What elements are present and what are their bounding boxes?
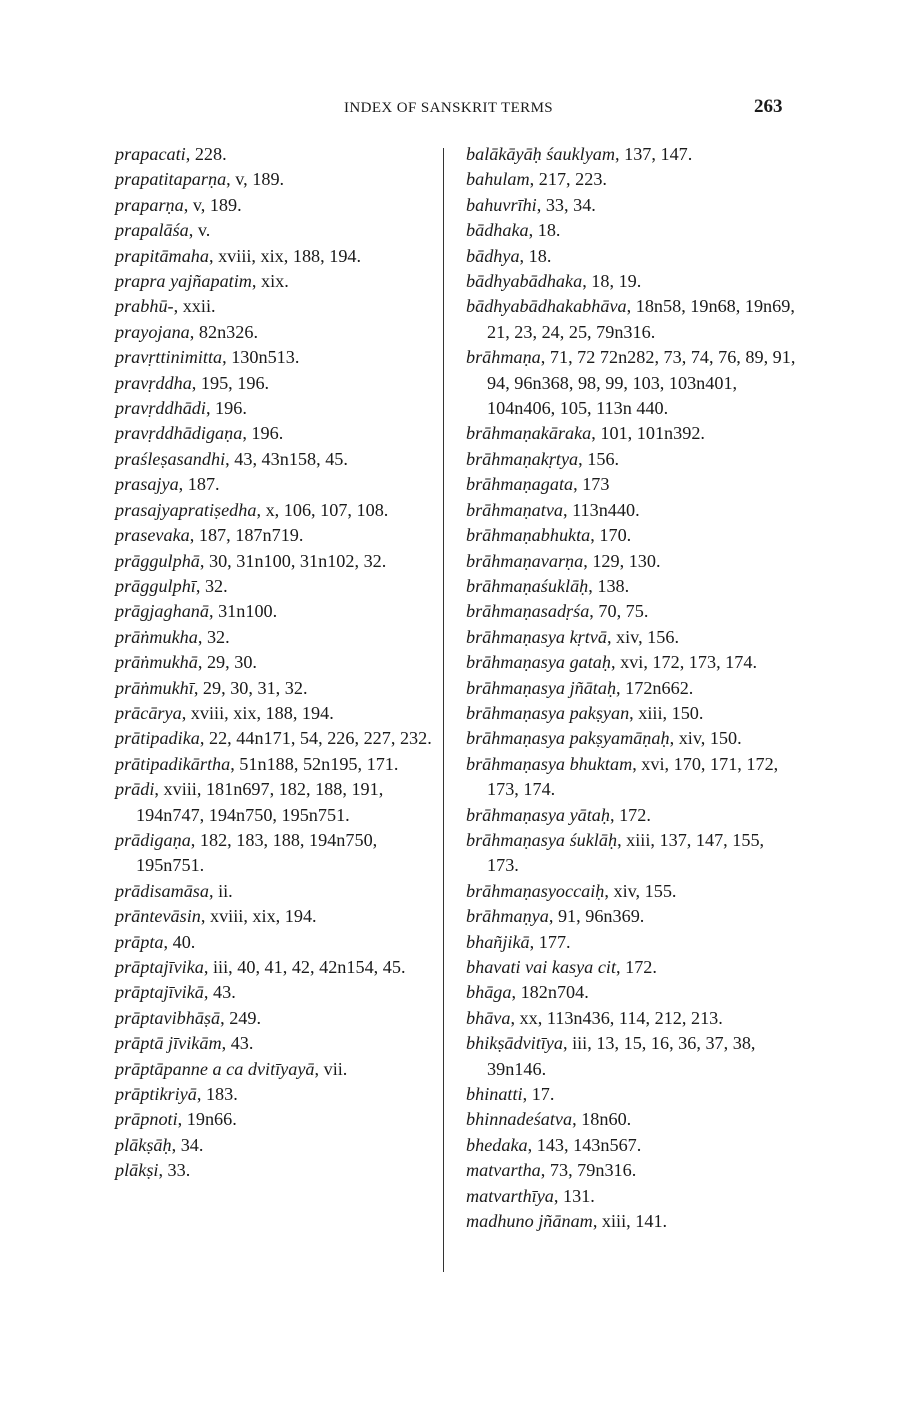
index-references: , x, 106, 107, 108. [256,499,389,520]
index-references: , 173 [573,474,610,495]
index-term: brāhmaṇaśuklāḥ [466,575,589,596]
index-references: , 34. [171,1134,204,1155]
index-term: prāpnoti [115,1109,178,1130]
index-references: , v, 189. [226,169,285,190]
index-references: , 18. [519,245,552,266]
index-term: bhinnadeśatva [466,1109,573,1130]
index-entry [466,523,796,548]
index-term: bādhyabādhakabhāva [466,296,627,317]
index-entry [466,752,796,803]
index-references: , 82n326. [189,321,258,342]
index-entry [115,574,433,599]
index-references: , 73, 79n316. [540,1160,637,1181]
index-references: , 170. [590,525,632,546]
index-term: bhavati vai kasya cit [466,957,617,977]
index-term: prāpta [115,931,164,952]
index-references: , 70, 75. [589,601,649,622]
index-references: , xx, 113n436, 114, 212, 213. [510,1007,723,1028]
index-entry [466,1133,796,1158]
index-term: prāptā jīvikām [115,1033,222,1054]
index-term: matvarthīya [466,1185,554,1206]
index-term: bhedaka [466,1134,528,1155]
index-term: prāptajīvika [115,957,204,977]
index-entry [466,980,796,1005]
index-term: brāhmaṇa [466,347,541,368]
index-references: , 43. [221,1033,254,1054]
index-entry [466,701,796,726]
index-entry [466,345,796,421]
index-term: bhikṣādvitīya [466,1033,563,1054]
index-references: , 183. [196,1084,238,1105]
index-entry [115,294,433,319]
index-term: brāhmaṇasya pakṣyamāṇaḥ [466,728,670,749]
index-entry [466,421,796,446]
index-term: prāggulphā [115,550,200,571]
index-entry [115,498,433,523]
index-term: prāptavibhāṣā [115,1007,221,1028]
index-term: prāṅmukha [115,626,198,647]
index-references: , iii, 40, 41, 42, 42n154, 45. [203,957,406,977]
index-term: prāptāpanne a ca dvitīyayā [115,1058,315,1079]
index-references: , v. [188,220,211,241]
index-references: , 113n440. [563,499,640,520]
index-term: prātipadikārtha [115,753,231,774]
index-entry [115,371,433,396]
index-term: prapra yajñapatim [115,271,252,292]
index-term: prāgjaghanā [115,601,209,622]
index-references: , ii. [208,880,233,901]
index-references: , 71, 72 72n282, 73, 74, 76, 89, 91, 94, 96n368, 98, 99, 103, 103n401, 104n406, 105, 113n 440. [487,347,796,419]
index-term: prādi [115,779,155,800]
index-entry [115,955,433,980]
index-references: , 195, 196. [191,372,270,393]
index-term: prācārya [115,702,182,723]
index-entry [115,1082,433,1107]
index-references: , 22, 44n171, 54, 226, 227, 232. [199,728,432,749]
index-references: , xvi, 170, 171, 172, 173, 174. [487,753,779,800]
index-entry [466,218,796,243]
index-term: pravṛddhādigaṇa [115,423,243,444]
index-references: , 131. [553,1185,595,1206]
index-entry [115,1107,433,1132]
index-entry [115,421,433,446]
index-references: , 217, 223. [529,169,607,190]
index-term: brāhmaṇasya śuklāḥ [466,829,618,850]
index-entry [115,244,433,269]
index-entry [115,447,433,472]
index-references: , 137, 147. [615,144,693,164]
index-entry [466,294,796,345]
index-column-right [466,142,796,1234]
index-term: brāhmaṇakṛtya [466,448,579,469]
index-term: prapatitaparṇa [115,169,227,190]
index-references: , 51n188, 52n195, 171. [230,753,399,774]
index-entry [466,828,796,879]
index-entry [115,218,433,243]
index-references: , 172n662. [616,677,694,698]
index-term: prāptajīvikā [115,982,204,1003]
index-references: , 33. [158,1160,191,1181]
index-term: prādigaṇa [115,829,191,850]
index-term: brāhmaṇasya pakṣyan [466,702,630,723]
index-entry [466,1006,796,1031]
index-entry [115,1158,433,1183]
index-entry [466,1082,796,1107]
index-entry [115,904,433,929]
index-entry [466,269,796,294]
index-references: , 138. [588,575,630,596]
index-term: brāhmaṇatva [466,499,563,520]
index-entry [115,625,433,650]
index-entry [466,472,796,497]
index-references: , 143, 143n567. [527,1134,642,1155]
index-entry [115,167,433,192]
index-term: prasajyapratiṣedha [115,499,257,520]
index-references: , 91, 96n369. [548,906,645,927]
index-references: , xviii, xix, 188, 194. [208,245,362,266]
index-entry [466,1031,796,1082]
index-entry [466,1158,796,1183]
index-references: , xviii, xix, 194. [200,906,317,927]
index-term: prapalāśa [115,220,189,241]
index-term: prātipadika [115,728,200,749]
index-term: bādhyabādhaka [466,271,583,292]
index-column-left [115,142,433,1184]
index-references: , 172. [616,957,657,977]
index-term: brāhmaṇabhukta [466,525,591,546]
index-entry [466,1184,796,1209]
index-term: prabhū- [115,296,174,317]
index-term: prayojana [115,321,190,342]
index-entry [115,676,433,701]
index-references: , xiv, 150. [669,728,742,749]
index-term: bahuvrīhi [466,194,537,215]
index-references: , 40. [163,931,196,952]
index-entry [466,625,796,650]
index-term: madhuno jñānam [466,1211,593,1232]
index-term: bhāga [466,982,512,1003]
index-term: prāggulphī [115,575,196,596]
index-references: , 187, 187n719. [189,525,304,546]
index-entry [466,803,796,828]
index-term: bādhaka [466,220,529,241]
index-entry [466,574,796,599]
index-entry [466,879,796,904]
index-entry [466,930,796,955]
index-references: , vii. [314,1058,348,1079]
index-references: , 18, 19. [582,271,642,292]
index-term: brāhmaṇasyoccaiḥ [466,880,605,901]
index-term: bahulam [466,169,530,190]
index-entry [466,244,796,269]
index-entry [115,777,433,828]
index-entry [115,396,433,421]
index-references: , 18n58, 19n68, 19n69, 21, 23, 24, 25, 79n316. [487,296,795,342]
index-entry [115,701,433,726]
index-entry [466,1209,796,1234]
index-term: bhinatti [466,1084,523,1105]
index-entry [466,726,796,751]
index-references: , xvi, 172, 173, 174. [611,652,758,673]
index-references: , xviii, xix, 188, 194. [181,702,334,723]
index-entry [115,269,433,294]
index-term: prasajya [115,474,179,495]
index-references: , 29, 30, 31, 32. [193,677,308,698]
index-term: bādhya [466,245,520,266]
index-entry [115,320,433,345]
index-references: , 249. [220,1007,262,1028]
index-entry [466,599,796,624]
running-header-title: INDEX OF SANSKRIT TERMS [343,100,554,116]
index-entry [466,1107,796,1132]
index-entry [115,1031,433,1056]
index-references: , 32. [197,626,230,647]
index-term: brāhmaṇasya gataḥ [466,652,611,673]
index-entry [115,549,433,574]
index-references: , xiii, 150. [629,702,704,723]
index-references: , 31n100. [208,601,278,622]
index-references: , xxii. [173,296,216,317]
index-term: prāṅmukhī [115,677,194,698]
index-references: , 129, 130. [583,550,661,571]
index-entry [466,193,796,218]
index-term: brāhmaṇasya bhuktam [466,753,633,774]
index-term: brāhmaṇakāraka [466,423,592,444]
index-references: , 43, 43n158, 45. [225,448,348,469]
index-term: prasevaka [115,525,190,546]
index-term: brāhmaṇya [466,906,549,927]
index-entry [466,167,796,192]
index-entry [115,472,433,497]
page-number: 263 [754,96,783,117]
index-references: , 32. [195,575,228,596]
index-term: bhāva [466,1007,511,1028]
index-references: , xviii, 181n697, 182, 188, 191, 194n747, 194n750, 195n751. [136,779,384,825]
index-term: plākṣi [115,1160,159,1181]
index-references: , 156. [578,448,620,469]
index-references: , xiv, 155. [604,880,677,901]
index-entry [466,549,796,574]
index-term: prāntevāsin [115,906,201,927]
index-references: , 18. [528,220,561,241]
index-entry [466,955,796,980]
column-divider [443,148,444,1272]
index-references: , 19n66. [177,1109,237,1130]
index-entry [466,142,796,167]
index-references: , 29, 30. [197,652,257,673]
index-term: bhañjikā [466,931,530,952]
index-entry [115,523,433,548]
index-term: plākṣāḥ [115,1134,172,1155]
index-references: , xiii, 141. [592,1211,668,1232]
index-references: , 30, 31n100, 31n102, 32. [199,550,387,571]
index-references: , 101, 101n392. [591,423,705,444]
index-term: prapacati [115,144,186,164]
index-entry [466,650,796,675]
index-references: , 130n513. [222,347,300,368]
index-entry [115,599,433,624]
index-term: prapitāmaha [115,245,209,266]
index-references: , 228. [185,144,227,164]
index-references: , xiv, 156. [606,626,680,647]
index-references: , 33, 34. [536,194,596,215]
index-term: brāhmaṇasya jñātaḥ [466,677,617,698]
index-entry [115,930,433,955]
index-references: , 182, 183, 188, 194n750, 195n751. [136,829,378,876]
index-entry [466,447,796,472]
index-references: , 17. [522,1084,555,1105]
index-term: prāṅmukhā [115,652,198,673]
index-references: , 196. [205,398,247,419]
index-term: pravṛttinimitta [115,347,223,368]
index-references: , 172. [609,804,651,825]
index-term: brāhmaṇasadṛśa [466,601,590,622]
index-term: pravṛddha [115,372,192,393]
index-references: , 177. [529,931,571,952]
index-entry [466,676,796,701]
index-entry [466,904,796,929]
index-entry [115,828,433,879]
index-entry [115,650,433,675]
index-entry [115,879,433,904]
index-term: brāhmaṇavarṇa [466,550,584,571]
index-entry [115,345,433,370]
index-term: brāhmaṇasya kṛtvā [466,626,607,647]
index-term: prāptikriyā [115,1084,197,1105]
index-entry [466,498,796,523]
index-references: , iii, 13, 15, 16, 36, 37, 38, 39n146. [487,1033,756,1079]
index-references: , 43. [203,982,236,1003]
index-references: , 18n60. [572,1109,632,1130]
index-references: , xiii, 137, 147, 155, 173. [487,829,765,876]
index-references: , v, 189. [183,194,242,215]
index-entry [115,1006,433,1031]
index-references: , 182n704. [511,982,589,1003]
index-entry [115,752,433,777]
index-term: prādisamāsa [115,880,209,901]
index-entry [115,142,433,167]
index-entry [115,726,433,751]
index-references: , xix. [251,271,289,292]
index-term: balākāyāḥ śauklyam [466,144,615,164]
index-term: matvartha [466,1160,541,1181]
index-references: , 196. [242,423,284,444]
index-term: brāhmaṇagata [466,474,574,495]
index-term: praśleṣasandhi [115,448,226,469]
index-references: , 187. [178,474,220,495]
index-entry [115,193,433,218]
index-entry [115,1133,433,1158]
index-term: pravṛddhādi [115,398,206,419]
index-entry [115,980,433,1005]
index-entry [115,1057,433,1082]
index-term: brāhmaṇasya yātaḥ [466,804,610,825]
index-term: praparṇa [115,194,184,215]
